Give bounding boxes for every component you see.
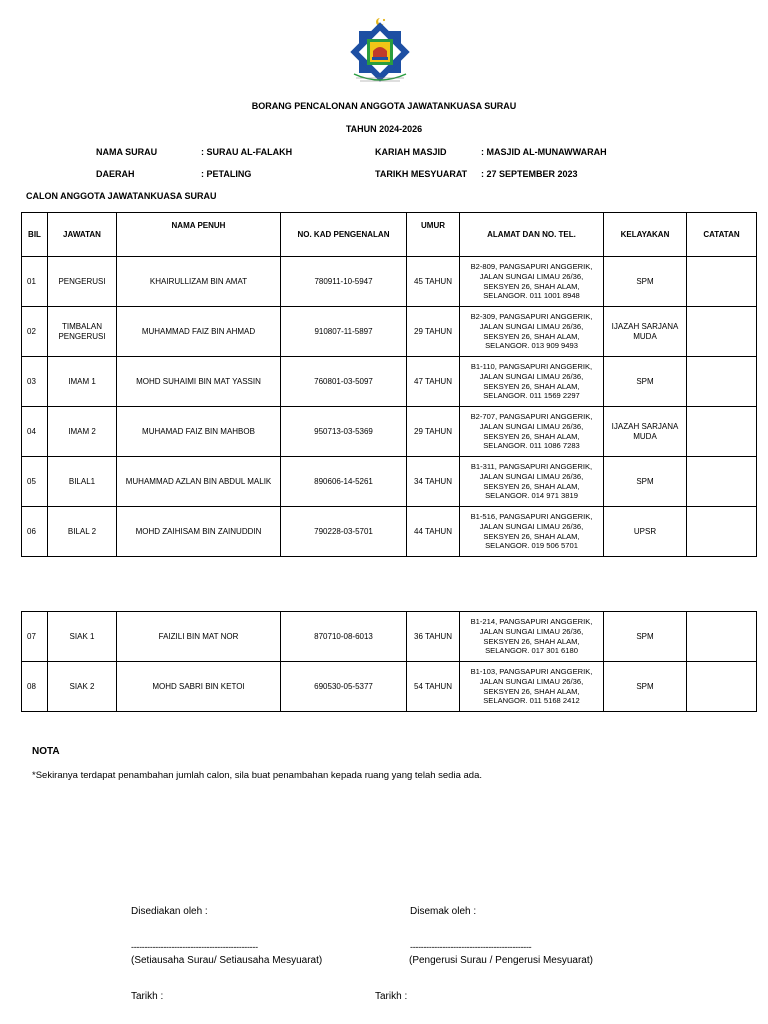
cell-ic: 950713-03-5369 [281, 407, 407, 457]
prepared-by-role: (Setiausaha Surau/ Setiausaha Mesyuarat) [131, 955, 323, 966]
cell-jawatan: SIAK 1 [48, 612, 117, 662]
cell-ic: 760801-03-5097 [281, 357, 407, 407]
cell-kelayakan: IJAZAH SARJANA MUDA [604, 307, 687, 357]
cell-ic: 910807-11-5897 [281, 307, 407, 357]
cell-bil: 05 [22, 457, 48, 507]
header-ic: NO. KAD PENGENALAN [281, 213, 407, 257]
daerah-value: : PETALING [201, 169, 252, 179]
mais-logo [348, 16, 412, 84]
tarikh-mesyuarat-label: TARIKH MESYUARAT [375, 169, 468, 179]
cell-kelayakan: IJAZAH SARJANA MUDA [604, 407, 687, 457]
cell-umur: 36 TAHUN [407, 612, 460, 662]
cell-alamat: B1-214, PANGSAPURI ANGGERIK, JALAN SUNGAI LIMAU 26/36, SEKSYEN 26, SHAH ALAM, SELANGOR. 017 301 6180 [460, 612, 604, 662]
cell-kelayakan: SPM [604, 662, 687, 712]
cell-kelayakan: SPM [604, 457, 687, 507]
header-umur: UMUR [407, 213, 460, 257]
cell-alamat: B2-707, PANGSAPURI ANGGERIK, JALAN SUNGAI LIMAU 26/36, SEKSYEN 26, SHAH ALAM, SELANGOR. 011 1086 7283 [460, 407, 604, 457]
cell-nama: MUHAMMAD AZLAN BIN ABDUL MALIK [117, 457, 281, 507]
cell-jawatan: PENGERUSI [48, 257, 117, 307]
header-jawatan: JAWATAN [48, 213, 117, 257]
table-row [22, 357, 757, 407]
cell-catatan [687, 307, 757, 357]
cell-nama: MOHD SUHAIMI BIN MAT YASSIN [117, 357, 281, 407]
table-row [22, 307, 757, 357]
cell-bil: 06 [22, 507, 48, 557]
nota-text: *Sekiranya terdapat penambahan jumlah calon, sila buat penambahan kepada ruang yang telah sedia ada. [32, 770, 482, 781]
checked-by-signature-line: --------------------------------------------- [410, 942, 532, 952]
cell-bil: 08 [22, 662, 48, 712]
kariah-masjid-value: : MASJID AL-MUNAWWARAH [481, 147, 607, 157]
cell-jawatan: SIAK 2 [48, 662, 117, 712]
cell-ic: 780911-10-5947 [281, 257, 407, 307]
cell-catatan [687, 507, 757, 557]
table-row [22, 407, 757, 457]
form-year: TAHUN 2024-2026 [345, 124, 423, 134]
cell-umur: 29 TAHUN [407, 307, 460, 357]
cell-catatan [687, 662, 757, 712]
table-row [22, 507, 757, 557]
cell-catatan [687, 257, 757, 307]
cell-jawatan: IMAM 1 [48, 357, 117, 407]
cell-bil: 01 [22, 257, 48, 307]
section-title: CALON ANGGOTA JAWATANKUASA SURAU [26, 191, 217, 201]
cell-umur: 34 TAHUN [407, 457, 460, 507]
cell-umur: 29 TAHUN [407, 407, 460, 457]
cell-bil: 07 [22, 612, 48, 662]
cell-umur: 45 TAHUN [407, 257, 460, 307]
prepared-by-signature-line: ----------------------------------------------- [131, 942, 258, 952]
checked-by-date: Tarikh : [375, 991, 408, 1002]
cell-catatan [687, 407, 757, 457]
kariah-masjid-label: KARIAH MASJID [375, 147, 447, 157]
cell-umur: 44 TAHUN [407, 507, 460, 557]
cell-nama: FAIZILI BIN MAT NOR [117, 612, 281, 662]
checked-by-role: (Pengerusi Surau / Pengerusi Mesyuarat) [409, 955, 593, 966]
cell-catatan [687, 612, 757, 662]
cell-alamat: B1-516, PANGSAPURI ANGGERIK, JALAN SUNGAI LIMAU 26/36, SEKSYEN 26, SHAH ALAM, SELANGOR. 019 506 5701 [460, 507, 604, 557]
cell-ic: 690530-05-5377 [281, 662, 407, 712]
cell-bil: 02 [22, 307, 48, 357]
table-row [22, 257, 757, 307]
cell-kelayakan: SPM [604, 257, 687, 307]
cell-umur: 47 TAHUN [407, 357, 460, 407]
cell-ic: 890606-14-5261 [281, 457, 407, 507]
cell-kelayakan: UPSR [604, 507, 687, 557]
cell-umur: 54 TAHUN [407, 662, 460, 712]
cell-bil: 03 [22, 357, 48, 407]
cell-alamat: B1-103, PANGSAPURI ANGGERIK, JALAN SUNGAI LIMAU 26/36, SEKSYEN 26, SHAH ALAM, SELANGOR. 011 5168 2412 [460, 662, 604, 712]
nama-surau-label: NAMA SURAU [96, 147, 158, 157]
prepared-by-label: Disediakan oleh : [131, 906, 208, 917]
prepared-by-date: Tarikh : [131, 991, 164, 1002]
header-catatan: CATATAN [687, 213, 757, 257]
form-title: BORANG PENCALONAN ANGGOTA JAWATANKUASA SURAU [251, 101, 517, 111]
candidate-table-continued [21, 611, 757, 712]
cell-catatan [687, 457, 757, 507]
cell-alamat: B1-110, PANGSAPURI ANGGERIK, JALAN SUNGAI LIMAU 26/36, SEKSYEN 26, SHAH ALAM, SELANGOR. 011 1569 2297 [460, 357, 604, 407]
table-header-row [22, 213, 757, 257]
daerah-label: DAERAH [96, 169, 135, 179]
header-bil: BIL [22, 213, 48, 257]
cell-catatan [687, 357, 757, 407]
table-row [22, 662, 757, 712]
header-alamat: ALAMAT DAN NO. TEL. [460, 213, 604, 257]
cell-nama: MUHAMAD FAIZ BIN MAHBOB [117, 407, 281, 457]
cell-jawatan: TIMBALAN PENGERUSI [48, 307, 117, 357]
cell-kelayakan: SPM [604, 612, 687, 662]
cell-alamat: B1-311, PANGSAPURI ANGGERIK, JALAN SUNGAI LIMAU 26/36, SEKSYEN 26, SHAH ALAM, SELANGOR. 014 971 3819 [460, 457, 604, 507]
cell-ic: 790228-03-5701 [281, 507, 407, 557]
cell-nama: MOHD SABRI BIN KETOI [117, 662, 281, 712]
cell-nama: KHAIRULLIZAM BIN AMAT [117, 257, 281, 307]
cell-alamat: B2-309, PANGSAPURI ANGGERIK, JALAN SUNGAI LIMAU 26/36, SEKSYEN 26, SHAH ALAM, SELANGOR. 013 909 9493 [460, 307, 604, 357]
header-nama-penuh: NAMA PENUH [117, 213, 281, 257]
cell-bil: 04 [22, 407, 48, 457]
nama-surau-value: : SURAU AL-FALAKH [201, 147, 293, 157]
nota-heading: NOTA [32, 746, 60, 757]
cell-jawatan: IMAM 2 [48, 407, 117, 457]
cell-nama: MUHAMMAD FAIZ BIN AHMAD [117, 307, 281, 357]
cell-alamat: B2-809, PANGSAPURI ANGGERIK, JALAN SUNGAI LIMAU 26/36, SEKSYEN 26, SHAH ALAM, SELANGOR. 011 1001 8948 [460, 257, 604, 307]
candidate-table [21, 212, 757, 557]
cell-jawatan: BILAL1 [48, 457, 117, 507]
cell-jawatan: BILAL 2 [48, 507, 117, 557]
table-row [22, 612, 757, 662]
cell-ic: 870710-08-6013 [281, 612, 407, 662]
cell-nama: MOHD ZAIHISAM BIN ZAINUDDIN [117, 507, 281, 557]
cell-kelayakan: SPM [604, 357, 687, 407]
checked-by-label: Disemak oleh : [410, 906, 477, 917]
table-row [22, 457, 757, 507]
header-kelayakan: KELAYAKAN [604, 213, 687, 257]
tarikh-mesyuarat-value: : 27 SEPTEMBER 2023 [481, 169, 578, 179]
